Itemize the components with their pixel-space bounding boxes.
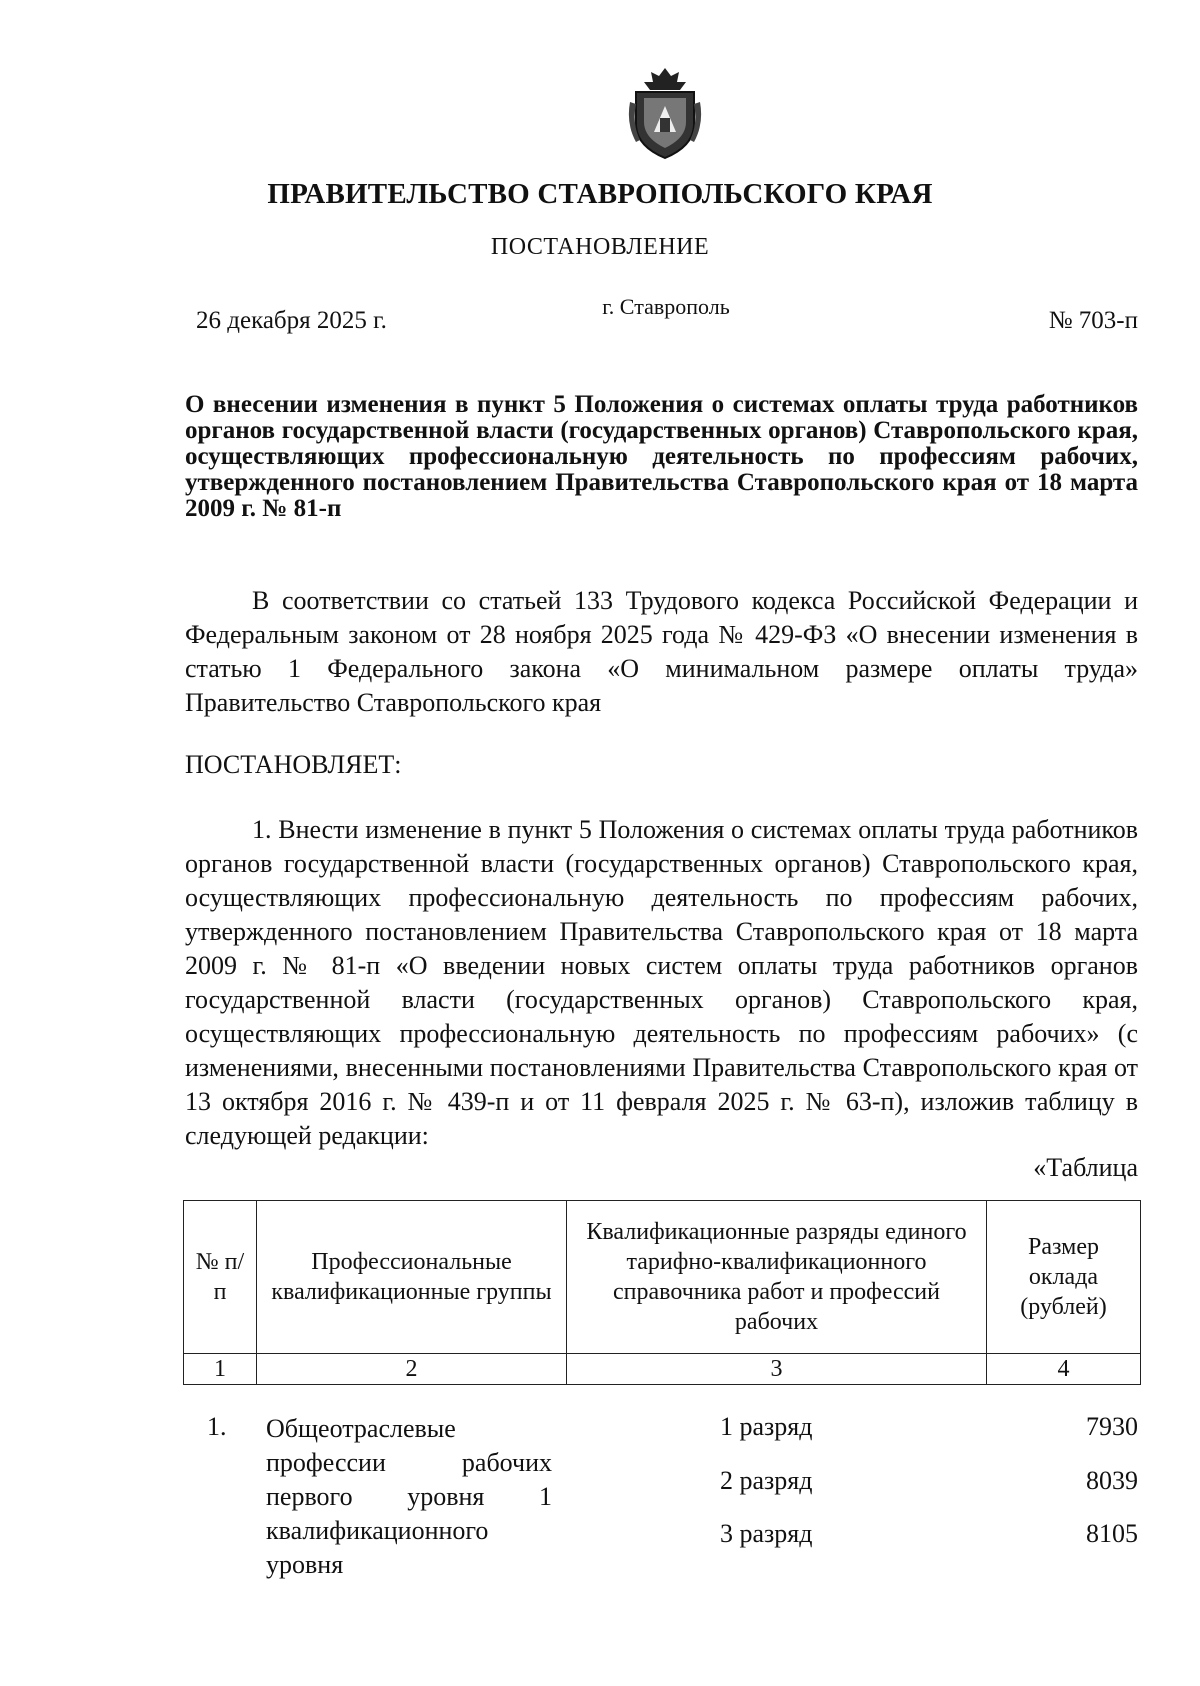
resolves-heading: ПОСТАНОВЛЯЕТ: [185,750,402,779]
salary-table-header [183,1200,1141,1385]
document-subject: О внесении изменения в пункт 5 Положения о системах оплаты труда работников органов государственной власти (государственных органов) Ставропольского края, осуществляющих профессиональную деятельность по профессиям рабочих, утвержденного постановлением Правительства Ставропольского края от 18 марта 2009 г. № 81-п [185,391,1138,522]
salary-value: 8039 [1086,1466,1138,1495]
table-header-row [184,1201,1141,1354]
column-number: 3 [567,1354,987,1385]
table-caption: «Таблица [1033,1153,1138,1182]
table-row-group: Общеотраслевые профессии рабочих первого уровня 1 квалификационного уровня [266,1414,552,1579]
header-cell-salary: Размер оклада (рублей) [987,1201,1141,1354]
table-row-number: 1. [207,1412,227,1441]
header-cell-number: № п/п [184,1201,257,1354]
grade-label: 1 разряд [720,1412,813,1441]
document-date: 26 декабря 2025 г. [196,307,387,334]
government-name: ПРАВИТЕЛЬСТВО СТАВРОПОЛЬСКОГО КРАЯ [267,178,933,210]
document-type: ПОСТАНОВЛЕНИЕ [490,234,710,260]
column-number: 4 [987,1354,1141,1385]
document-city: г. Ставрополь [602,294,730,319]
preamble-paragraph: В соответствии со статьей 133 Трудового кодекса Российской Федерации и Федеральным законом от 28 ноября 2025 года № 429-ФЗ «О внесении изменения в статью 1 Федерального закона «О минимальном размере оплаты труда» Правительство Ставропольского края [185,586,1138,717]
grade-label: 3 разряд [720,1519,813,1548]
table-column-numbers-row [184,1354,1141,1385]
salary-value: 7930 [1086,1412,1138,1441]
document-number: № 703-п [1048,307,1138,334]
coat-of-arms-emblem [624,62,706,162]
grade-label: 2 разряд [720,1466,813,1495]
header-cell-groups: Профессиональные квалификационные группы [257,1201,567,1354]
column-number: 2 [257,1354,567,1385]
salary-value: 8105 [1086,1519,1138,1548]
header-cell-grades: Квалификационные разряды единого тарифно-квалификационного справочника работ и профессий рабочих [567,1201,987,1354]
clause-1-paragraph: 1. Внести изменение в пункт 5 Положения о системах оплаты труда работников органов государственной власти (государственных органов) Ставропольского края, осуществляющих профессиональную деятельность по профессиям рабочих, утвержденного постановлением Правительства Ставропольского края от 18 марта 2009 г. № 81-п «О введении новых систем оплаты труда работников органов государственной власти (государственных органов) Ставропольского края, осуществляющих профессиональную деятельность по профессиям рабочих» (с изменениями, внесенными постановлениями Правительства Ставропольского края от 13 октября 2016 г. № 439-п и от 11 февраля 2025 г. № 63-п), изложив таблицу в следующей редакции: [185,815,1138,1150]
column-number: 1 [184,1354,257,1385]
